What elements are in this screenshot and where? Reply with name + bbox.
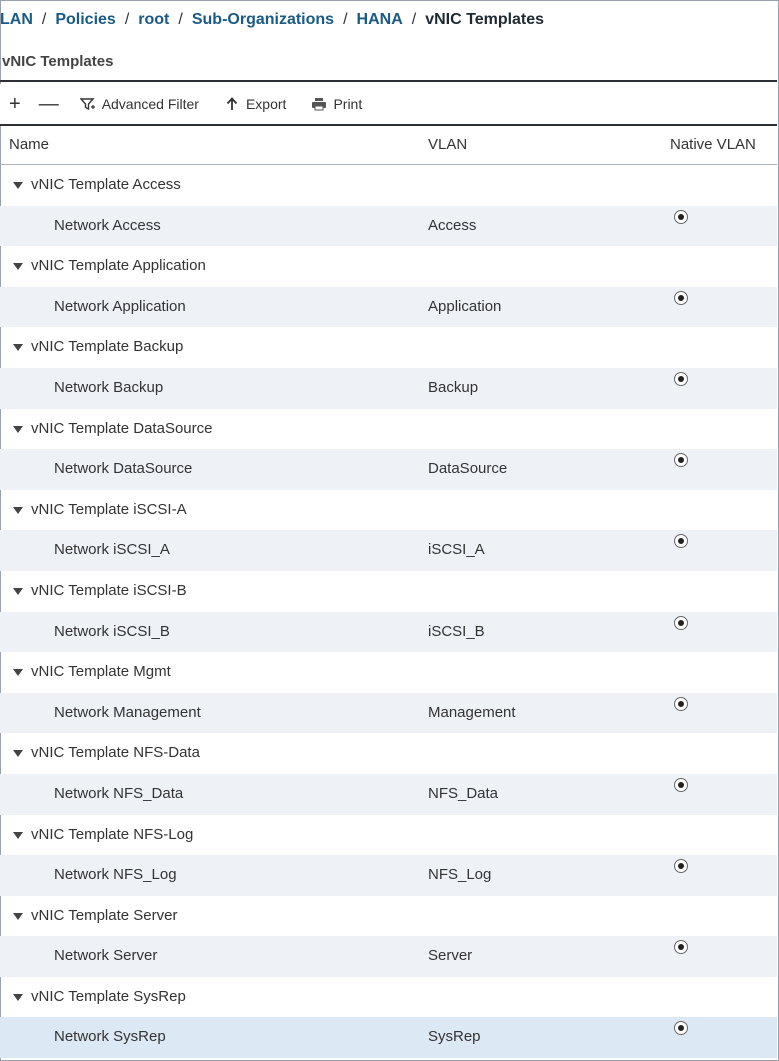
tree-row-template[interactable] xyxy=(0,409,777,450)
tree-row-network[interactable] xyxy=(0,774,777,815)
tree-row-network[interactable] xyxy=(0,368,777,409)
template-name: vNIC Template Mgmt xyxy=(31,663,171,681)
column-header-vlan[interactable]: VLAN xyxy=(428,136,468,153)
template-name: vNIC Template iSCSI-A xyxy=(31,500,187,518)
vlan-value: Application xyxy=(428,297,502,315)
breadcrumb-sub-organizations[interactable]: Sub-Organizations xyxy=(191,11,335,28)
template-name: vNIC Template SysRep xyxy=(31,987,186,1005)
native-vlan-radio[interactable] xyxy=(674,210,688,224)
expand-caret-icon[interactable] xyxy=(13,750,23,757)
network-name: Network Application xyxy=(54,297,186,315)
network-name: Network Backup xyxy=(54,378,164,396)
remove-button[interactable]: — xyxy=(38,93,59,115)
tree-row-template[interactable] xyxy=(0,652,777,693)
vlan-value: DataSource xyxy=(428,460,508,478)
network-name: Network SysRep xyxy=(54,1028,166,1046)
export-button[interactable] xyxy=(223,96,286,112)
template-name: vNIC Template Server xyxy=(31,906,178,924)
vlan-value: Management xyxy=(428,703,516,721)
vlan-value: NFS_Data xyxy=(428,784,499,802)
tree-row-template[interactable] xyxy=(0,977,777,1018)
vlan-value: Server xyxy=(428,947,473,965)
advanced-filter-button[interactable] xyxy=(79,96,199,112)
native-vlan-radio[interactable] xyxy=(674,372,688,386)
network-name: Network NFS_Data xyxy=(54,784,184,802)
tree-row-template[interactable] xyxy=(0,327,777,368)
advanced-filter-label: Advanced Filter xyxy=(101,96,199,112)
network-name: Network Server xyxy=(54,947,158,965)
divider xyxy=(0,80,777,82)
printer-icon xyxy=(310,96,328,112)
expand-caret-icon[interactable] xyxy=(13,344,23,351)
expand-caret-icon[interactable] xyxy=(13,182,23,189)
tree-row-template[interactable] xyxy=(0,246,777,287)
network-name: Network NFS_Log xyxy=(54,866,177,884)
tree-row-network[interactable] xyxy=(0,693,777,734)
tree-row-template[interactable] xyxy=(0,490,777,531)
template-name: vNIC Template Application xyxy=(31,257,206,275)
network-name: Network DataSource xyxy=(54,460,193,478)
breadcrumb-separator: / xyxy=(178,11,183,28)
toolbar xyxy=(0,84,777,124)
native-vlan-radio[interactable] xyxy=(674,534,688,548)
tree-row-template[interactable] xyxy=(0,733,777,774)
breadcrumb-separator: / xyxy=(41,11,47,28)
native-vlan-radio[interactable] xyxy=(674,1021,688,1035)
tree-row-network[interactable] xyxy=(0,1017,777,1058)
native-vlan-radio[interactable] xyxy=(674,616,688,630)
network-name: Network Management xyxy=(54,703,201,721)
filter-icon xyxy=(79,96,97,112)
breadcrumb xyxy=(0,9,544,31)
add-button[interactable]: + xyxy=(9,93,21,115)
print-label: Print xyxy=(333,96,363,112)
template-name: vNIC Template Backup xyxy=(31,338,184,356)
breadcrumb-policies[interactable]: Policies xyxy=(55,11,116,28)
panel-title: vNIC Templates xyxy=(2,53,114,70)
expand-caret-icon[interactable] xyxy=(13,669,23,676)
tree-row-network[interactable] xyxy=(0,612,777,653)
native-vlan-radio[interactable] xyxy=(674,778,688,792)
breadcrumb-separator: / xyxy=(411,11,417,28)
vlan-value: iSCSI_A xyxy=(428,541,485,559)
tree-row-template[interactable] xyxy=(0,571,777,612)
template-name: vNIC Template NFS-Data xyxy=(31,744,200,762)
tree-row-template[interactable] xyxy=(0,896,777,937)
export-label: Export xyxy=(245,96,287,112)
vlan-value: NFS_Log xyxy=(428,866,492,884)
expand-caret-icon[interactable] xyxy=(13,994,23,1001)
template-name: vNIC Template iSCSI-B xyxy=(31,581,187,599)
vlan-value: Access xyxy=(428,216,477,234)
breadcrumb-root[interactable]: root xyxy=(138,11,170,28)
expand-caret-icon[interactable] xyxy=(13,832,23,839)
expand-caret-icon[interactable] xyxy=(13,507,23,514)
template-name: vNIC Template NFS-Log xyxy=(31,825,194,843)
export-arrow-icon xyxy=(223,96,241,112)
column-header-name[interactable]: Name xyxy=(9,136,50,153)
network-name: Network iSCSI_A xyxy=(54,541,170,559)
template-name: vNIC Template Access xyxy=(31,176,181,193)
tree-row-template[interactable] xyxy=(0,815,777,856)
expand-caret-icon[interactable] xyxy=(13,263,23,270)
vlan-value: Backup xyxy=(428,378,479,396)
tree-row-network[interactable] xyxy=(0,206,777,247)
print-button[interactable] xyxy=(310,96,362,112)
column-header-native-vlan[interactable]: Native VLAN xyxy=(670,136,756,153)
tree-row-template[interactable] xyxy=(0,165,777,206)
tree-row-network[interactable] xyxy=(0,287,777,328)
tree-table-body xyxy=(0,165,777,1058)
breadcrumb-separator: / xyxy=(124,11,130,28)
table-header xyxy=(0,126,777,165)
network-name: Network Access xyxy=(54,216,161,234)
tree-row-network[interactable] xyxy=(0,449,777,490)
expand-caret-icon[interactable] xyxy=(13,913,23,920)
vlan-value: SysRep xyxy=(428,1028,481,1046)
native-vlan-radio[interactable] xyxy=(674,859,688,873)
native-vlan-radio[interactable] xyxy=(674,291,688,305)
tree-row-network[interactable] xyxy=(0,530,777,571)
expand-caret-icon[interactable] xyxy=(13,588,23,595)
native-vlan-radio[interactable] xyxy=(674,940,688,954)
native-vlan-radio[interactable] xyxy=(674,453,688,467)
tree-row-network[interactable] xyxy=(0,855,777,896)
breadcrumb-current: vNIC Templates xyxy=(425,11,545,28)
vlan-value: iSCSI_B xyxy=(428,622,485,640)
breadcrumb-hana[interactable]: HANA xyxy=(356,11,403,28)
native-vlan-radio[interactable] xyxy=(674,697,688,711)
tree-row-network[interactable] xyxy=(0,936,777,977)
breadcrumb-lan[interactable]: LAN xyxy=(0,11,33,28)
breadcrumb-separator: / xyxy=(343,11,348,28)
expand-caret-icon[interactable] xyxy=(13,426,23,433)
network-name: Network iSCSI_B xyxy=(54,622,170,640)
template-name: vNIC Template DataSource xyxy=(31,419,213,437)
